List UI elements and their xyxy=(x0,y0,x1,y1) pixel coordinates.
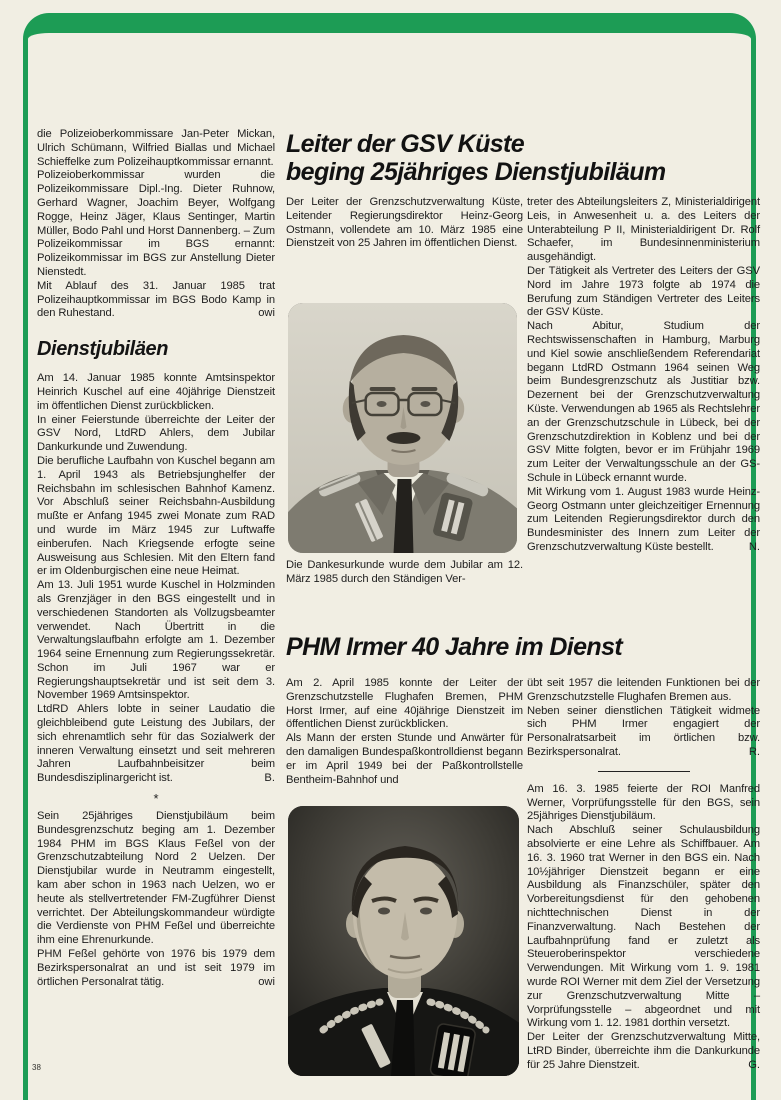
portrait-photo-ostmann xyxy=(288,303,517,553)
body-paragraph: Mit Wirkung vom 1. August 1983 wurde Heinz-Georg Ostmann unter gleichzeitiger Ernennung zum Leitenden Regierungsdirektor durch den Bundesminister des Innern zum Leiter der Grenzschutzverwaltung Küste bestellt. xyxy=(527,485,760,553)
article-headline-irmer xyxy=(286,634,758,662)
section-separator: * xyxy=(153,791,159,807)
body-paragraph: Nach Abschluß seiner Schulausbildung absolvierte er eine Lehre als Schiffbauer. Am 16. 3. 1960 trat Werner in den BGS ein. Nach 10½jähriger Dienstzeit begann er eine Ausbildung als Finanzschüler, später den Vorbereitungsdienst für den gehobenen nichttechnischen Dienst in der Finanzverwaltung. Nach Bestehen der Laufbahnprüfung fand er zuletzt als Steueroberinspektor verschiedene Verwendungen. Mit Wirkung vom 1. 9. 1981 wurde ROI Werner mit dem Ziel der Versetzung zur Grenzschutzverwaltung Mitte – Vorprüfungsstelle – abgeordnet und mit Wirkung vom 1. 12. 1981 dorthin versetzt. xyxy=(527,824,760,1030)
body-paragraph: Der Leiter der Grenzschutzverwaltung Mitte, LtRD Binder, überreichte ihm die Dankurkunde für 25 Jahre Dienstzeit. xyxy=(527,1031,760,1071)
body-paragraph: Nach Abitur, Studium der Rechtswissenschaften in Hamburg, Marburg und Kiel sowie anschließendem Referendariat begann LtdRD Ostmann 1964 seinen Weg beim Bundesgrenzschutz als Justitiar bzw. Dezernent bei der Grenzschutzverwaltung Küste. Verwendungen ab 1965 als Rechtslehrer an der Grenzschutzschule in Lübeck, bei der Grenzschutzdirektion in Koblenz und bei der GSV Mitte folgten, bevor er im Frühjahr 1969 zum Leiter der Verwaltungsschule an der GS-Schule in Lübeck ernannt wurde. xyxy=(527,320,760,484)
body-paragraph: übt seit 1957 die leitenden Funktionen bei der Grenzschutzstelle Flughafen Bremen aus. xyxy=(527,677,760,703)
page-number: 38 xyxy=(32,1063,41,1072)
section-divider xyxy=(598,771,690,772)
irmer-middle-column xyxy=(286,677,523,787)
headline-line: Leiter der GSV Küste xyxy=(286,130,525,158)
body-paragraph: Am 13. Juli 1951 wurde Kuschel in Holzminden als Grenzjäger in den BGS eingestellt und in verschiedenen Standorten als Vollzugsbeamter verwendet. Nach Übertritt in die Verwaltungslaufbahn erfolgte am 1. Dezember 1964 seine Ernennung zum Regierungssekretär. Schon im Juli 1967 war er Regierungshauptsekretär und ist seit dem 3. November 1969 Amtsinspektor. xyxy=(37,579,275,702)
body-paragraph: die Polizeioberkommissare Jan-Peter Mickan, Ulrich Schümann, Wilfried Biallas und Michael Schieffelke zum Polizeihauptkommissar ernannt. xyxy=(37,128,275,168)
body-paragraph: Der Leiter der Grenzschutzverwaltung Küste, Leitender Regierungsdirektor Heinz-Georg Ostmann, vollendete am 10. März 1985 eine Dienstzeit von 25 Jahren im öffentlichen Dienst. xyxy=(286,196,523,250)
author-initials: B. xyxy=(264,772,275,785)
portrait-photo-irmer xyxy=(288,806,519,1076)
author-initials: R. xyxy=(748,745,760,758)
author-initials: N. xyxy=(748,540,760,553)
right-column-irmer-werner xyxy=(527,677,760,1073)
body-paragraph: LtdRD Ahlers lobte in seiner Laudatio die gleichbleibend gute Leistung des Jubilars, der sich ehrenamtlich sehr für das Sozialwerk der inneren Verwaltung einsetzt und seit mehreren Jahren Laufbahnbeisitzer beim Bundesdisziplinargericht ist. xyxy=(37,703,275,785)
author-initials: G. xyxy=(748,1058,760,1071)
body-paragraph: Am 14. Januar 1985 konnte Amtsinspektor Heinrich Kuschel auf eine 40jährige Dienstzeit im öffentlichen Dienst zurückblicken. xyxy=(37,372,275,412)
body-paragraph: Am 2. April 1985 konnte der Leiter der Grenzschutzstelle Flughafen Bremen, PHM Horst Irmer, auf eine 40jährige Dienstzeit im öffentlichen Dienst zurückblicken. xyxy=(286,677,523,731)
author-initials: owi xyxy=(258,307,275,320)
left-column xyxy=(37,128,275,989)
portrait-illustration xyxy=(288,806,519,1076)
body-paragraph: Sein 25jähriges Dienstjubiläum beim Bundesgrenzschutz beging am 1. Dezember 1984 PHM im BGS Klaus Feßel von der Grenzschutzabteilung Nord 2 Uelzen. Der Dienstjubilar wurde in Neutramm eingestellt, kam aber schon in 1963 nach Uelzen, wo er heute als stellvertretender FM-Zugführer Dienst verrichtet. Der Abteilungskommandeur würdigte die Verdienste von PHM Feßel und überreichte ihm eine Ehrenurkunde. xyxy=(37,810,275,947)
section-heading-dienstjubilaeen: Dienstjubiläen xyxy=(37,338,169,361)
ostmann-intro-column xyxy=(286,196,523,251)
body-paragraph: Die berufliche Laufbahn von Kuschel begann am 1. April 1943 als Betriebsjunghelfer der Reichsbahn im schlesischen Bahnhof Kamenz. Vor Abschluß seiner Reichsbahn-Ausbildung mußte er Anfang 1945 zwei Monate zum RAD und wurde im März 1945 zur Luftwaffe einberufen. Nach Kriegsende erfogte seine Ausweisung aus Schlesien. Mit den Eltern fand er im Oldenburgischen eine neue Heimat. xyxy=(37,454,275,578)
right-column-ostmann xyxy=(527,196,760,555)
caption-text: Die Dankesurkunde wurde dem Jubilar am 12. März 1985 durch den Ständigen Ver- xyxy=(286,559,523,585)
portrait-illustration xyxy=(288,303,517,553)
body-paragraph: Am 16. 3. 1985 feierte der ROI Manfred Werner, Vorprüfungsstelle für den BGS, sein 25jähriges Dienstjubiläum. xyxy=(527,782,760,823)
headline-line: PHM Irmer 40 Jahre im Dienst xyxy=(286,633,623,661)
body-paragraph: treter des Abteilungsleiters Z, Ministerialdirigent Leis, in Anwesenheit u. a. des Leiters der Unterabteilung P II, Ministerialdirigent Dr. Rolf Schaefer, im Bundesinnenministerium ausgehändigt. xyxy=(527,196,760,264)
body-paragraph: In einer Feierstunde überreichte der Leiter der GSV Nord, LtdRD Ahlers, dem Jubilar Dankurkunde und Zuwendung. xyxy=(37,413,275,454)
photo-caption-ostmann xyxy=(286,559,523,587)
headline-line: beging 25jähriges Dienstjubiläum xyxy=(286,157,666,186)
body-paragraph: PHM Feßel gehörte von 1976 bis 1979 dem Bezirkspersonalrat an und ist seit 1979 im örtlichen Personalrat tätig. xyxy=(37,948,275,988)
article-headline-ostmann xyxy=(286,131,758,186)
author-initials: owi xyxy=(258,975,275,988)
body-paragraph: Mit Ablauf des 31. Januar 1985 trat Polizeihauptkommissar im BGS Bodo Kamp in den Ruhestand. xyxy=(37,279,275,320)
body-paragraph: Neben seiner dienstlichen Tätigkeit widmete sich PHM Irmer engagiert der Personalratsarbeit im örtlichen bzw. Bezirkspersonalrat. xyxy=(527,704,760,758)
body-paragraph: Als Mann der ersten Stunde und Anwärter für den damaligen Bundespaßkontrolldienst begann er im April 1949 bei der Paßkontrollstelle Bentheim-Bahnhof und xyxy=(286,732,523,786)
body-paragraph: Der Tätigkeit als Vertreter des Leiters der GSV Nord im Jahre 1973 folgte ab 1974 die Berufung zum Ständigen Vertreter des Leiters der GSV Küste. xyxy=(527,264,760,319)
body-paragraph: Polizeioberkommissar wurden die Polizeikommissare Dipl.-Ing. Dieter Ruhnow, Gerhard Wagner, Joachim Beyer, Wolfgang Rogge, Heinz Jäger, Klaus Sentinger, Martin Müller, Bodo Pahl und Horst Dannenberg. – Zum Polizeikommissar im BGS ernannt: Polizeikommissar im BGS zur Anstellung Dieter Nienstedt. xyxy=(37,169,275,278)
